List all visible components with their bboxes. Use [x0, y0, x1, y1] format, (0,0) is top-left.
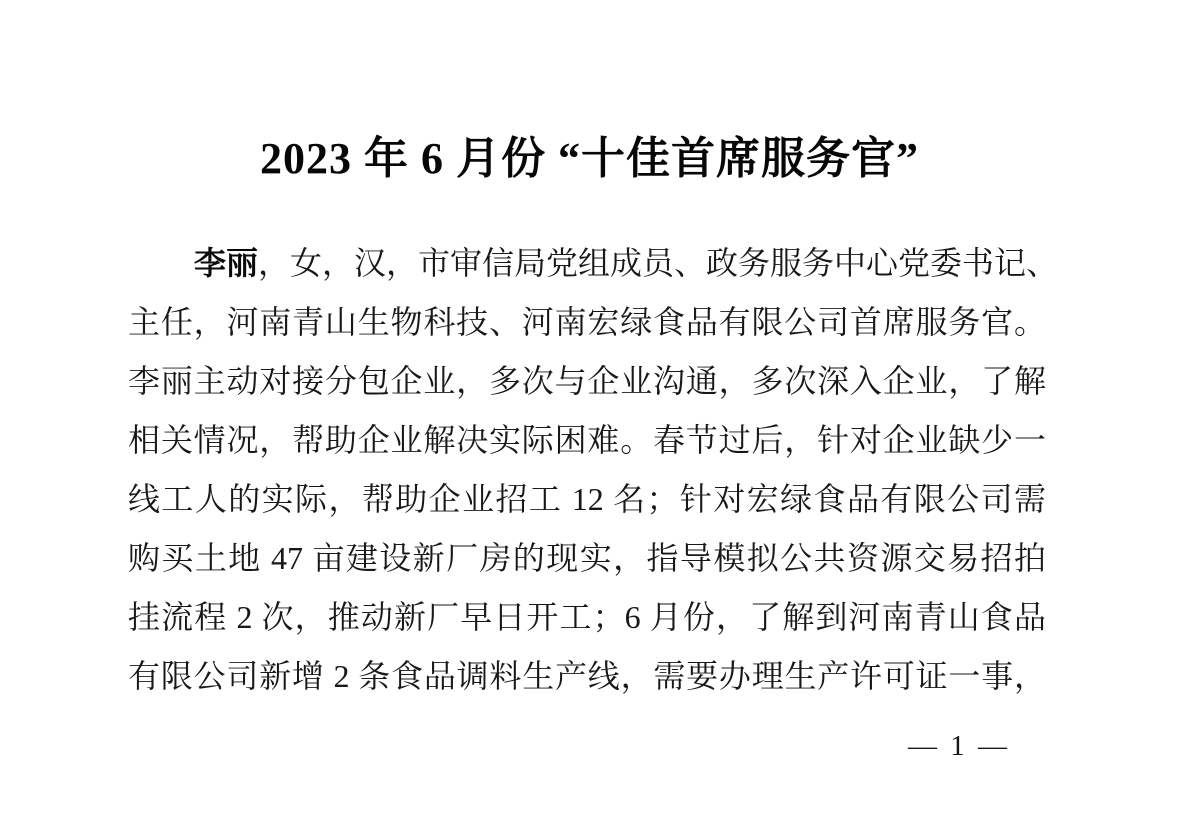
paragraph-line: 线工人的实际，帮助企业招工 12 名；针对宏绿食品有限公司需 — [128, 481, 1046, 517]
page-number: — 1 — — [908, 730, 1010, 762]
document-title: 2023 年 6 月份 “十佳首席服务官” — [260, 134, 919, 183]
paragraph-line: 相关情况，帮助企业解决实际困难。春节过后，针对企业缺少一 — [128, 422, 1046, 458]
paragraph-line: 主任，河南青山生物科技、河南宏绿食品有限公司首席服务官。 — [128, 304, 1046, 340]
paragraph-line: 李丽主动对接分包企业，多次与企业沟通，多次深入企业，了解 — [128, 363, 1046, 399]
paragraph-line-text: ，女，汉，市审信局党组成员、政务服务中心党委书记、 — [258, 245, 1059, 281]
paragraph-line: 有限公司新增 2 条食品调料生产线，需要办理生产许可证一事， — [128, 658, 1046, 694]
document-body — [128, 234, 1059, 706]
paragraph-line: 挂流程 2 次，推动新厂早日开工；6 月份，了解到河南青山食品 — [128, 599, 1046, 635]
paragraph-line: 购买土地 47 亩建设新厂房的现实，指导模拟公共资源交易招拍 — [128, 540, 1046, 576]
person-name: 李丽 — [194, 245, 259, 281]
paragraph-line — [128, 234, 1059, 293]
